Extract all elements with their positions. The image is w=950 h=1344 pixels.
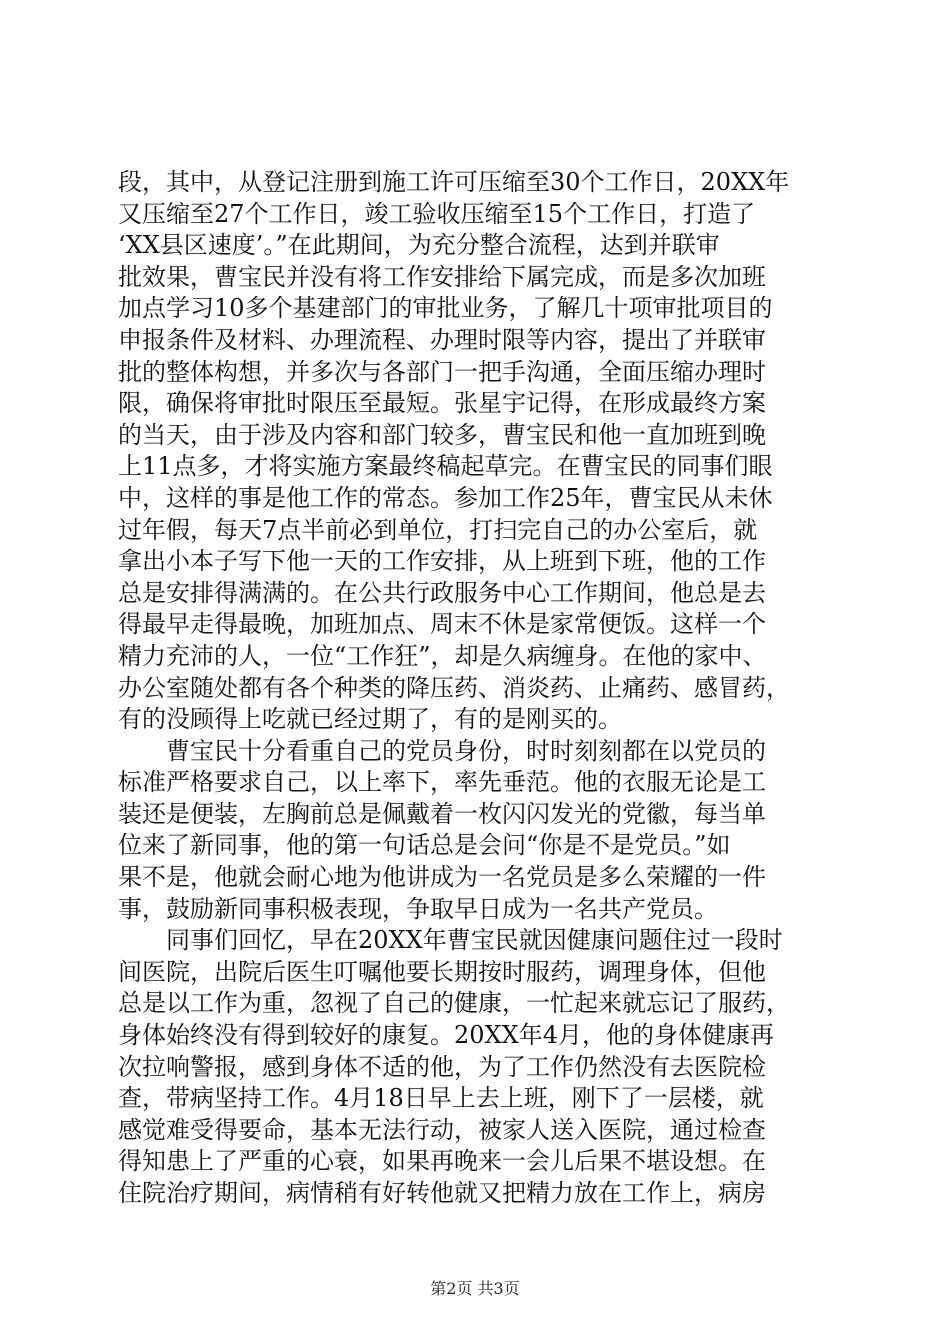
body-text xyxy=(118,167,838,1210)
text-line: 次拉响警报，感到身体不适的他，为了工作仍然没有去医院检 xyxy=(118,1052,766,1081)
text-line: 加点学习10多个基建部门的审批业务，了解几十项审批项目的 xyxy=(118,294,773,323)
text-line: 间医院，出院后医生叮嘱他要长期按时服药，调理身体，但他 xyxy=(118,957,766,986)
text-line: 限，确保将审批时限压至最短。张星宇记得，在形成最终方案 xyxy=(118,389,766,418)
text-line: 有的没顾得上吃就已经过期了，有的是刚买的。 xyxy=(118,705,622,734)
text-line: 的当天，由于涉及内容和部门较多，曹宝民和他一直加班到晚 xyxy=(118,420,766,449)
text-line: 得最早走得最晚，加班加点、周末不休是家常便饭。这样一个 xyxy=(118,610,766,639)
text-line: 装还是便装，左胸前总是佩戴着一枚闪闪发光的党徽，每当单 xyxy=(118,799,766,828)
paragraph-start-line: 同事们回忆，早在20XX年曹宝民就因健康问题住过一段时 xyxy=(166,926,783,955)
text-line: 申报条件及材料、办理流程、办理时限等内容，提出了并联审 xyxy=(118,325,766,354)
text-line: 批的整体构想，并多次与各部门一把手沟通，全面压缩办理时 xyxy=(118,357,766,386)
text-line: 上11点多，才将实施方案最终稿起草完。在曹宝民的同事们眼 xyxy=(118,452,773,481)
page-number-footer: 第2页 共3页 xyxy=(430,1279,520,1298)
text-line: 段，其中，从登记注册到施工许可压缩至30个工作日，20XX年 xyxy=(118,168,790,196)
text-line: 果不是，他就会耐心地为他讲成为一名党员是多么荣耀的一件 xyxy=(118,863,766,892)
text-line: 总是安排得满满的。在公共行政服务中心工作期间，他总是去 xyxy=(118,578,766,607)
text-line: 标准严格要求自己，以上率下，率先垂范。他的衣服无论是工 xyxy=(118,768,766,797)
paragraph-start-line: 曹宝民十分看重自己的党员身份，时时刻刻都在以党员的 xyxy=(166,736,766,765)
text-line: 过年假，每天7点半前必到单位，打扫完自己的办公室后，就 xyxy=(118,515,758,544)
text-line: 得知患上了严重的心衰，如果再晚来一会儿后果不堪设想。在 xyxy=(118,1147,766,1176)
text-line: 精力充沛的人，一位“工作狂”，却是久病缠身。在他的家中、 xyxy=(118,641,767,670)
text-line: 中，这样的事是他工作的常态。参加工作25年，曹宝民从未休 xyxy=(118,483,773,512)
text-line: ‘XX县区速度’。”在此期间，为充分整合流程，达到并联审 xyxy=(118,231,720,260)
text-line: 感觉难受得要命，基本无法行动，被家人送入医院，通过检查 xyxy=(118,1115,766,1144)
text-line: 拿出小本子写下他一天的工作安排，从上班到下班，他的工作 xyxy=(118,547,766,576)
text-line: 事，鼓励新同事积极表现，争取早日成为一名共产党员。 xyxy=(118,894,718,923)
text-line: 位来了新同事，他的第一句话总是会问“你是不是党员。”如 xyxy=(118,831,731,860)
text-line: 办公室随处都有各个种类的降压药、消炎药、止痛药、感冒药， xyxy=(118,673,790,702)
text-line: 住院治疗期间，病情稍有好转他就又把精力放在工作上，病房 xyxy=(118,1179,766,1207)
text-line: 总是以工作为重，忽视了自己的健康，一忙起来就忘记了服药， xyxy=(118,989,790,1018)
text-line: 批效果，曹宝民并没有将工作安排给下属完成，而是多次加班 xyxy=(118,262,766,291)
text-line: 又压缩至27个工作日，竣工验收压缩至15个工作日，打造了 xyxy=(118,199,756,228)
text-line: 身体始终没有得到较好的康复。20XX年4月，他的身体健康再 xyxy=(118,1021,774,1050)
text-line: 查，带病坚持工作。4月18日早上去上班，刚下了一层楼，就 xyxy=(118,1084,764,1113)
